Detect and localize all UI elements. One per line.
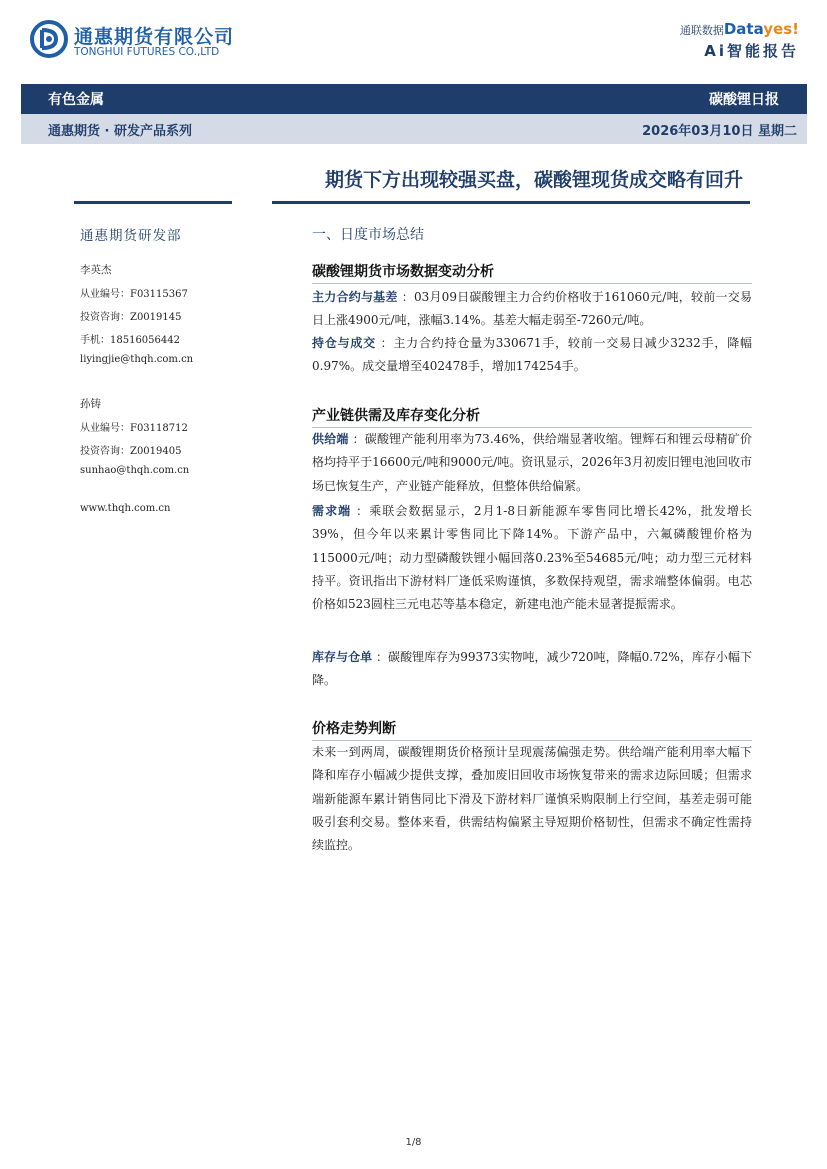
ai-report-label: Ai智能报告 (704, 42, 799, 60)
analyst-cert: 从业编号：F03115367 (80, 289, 188, 300)
paragraph (312, 428, 752, 498)
analyst-phone: 手机：18516056442 (80, 335, 180, 346)
paragraph-text: ：主力合约持仓量为330671手，较前一交易日减少3232手，降幅0.97%。成交量增至402478手，增加174254手。 (312, 336, 752, 374)
paragraph-text: 未来一到两周，碳酸锂期货价格预计呈现震荡偏强走势。供给端产能利用率大幅下降和库存小幅减少提供支撑，叠加废旧回收市场恢复带来的需求边际回暖；但需求端新能源车累计销售同比下滑及下游材料厂谨慎采购限制上行空间，基差走弱可能吸引套利交易。整体来看，供需结构偏紧主导短期价格韧性，但需求不确定性需持续监控。 (312, 745, 752, 853)
company-name-cn: 通惠期货有限公司 (74, 26, 235, 48)
analyst-cert: 从业编号：F03118712 (80, 423, 188, 434)
section-heading: 一、日度市场总结 (312, 227, 424, 243)
company-logo-icon (30, 20, 68, 58)
series-label: 通惠期货 · 研发产品系列 (48, 124, 192, 139)
analyst-name: 孙铸 (80, 398, 101, 410)
paragraph-label: 持仓与成交 (312, 336, 376, 350)
analyst-consult: 投资咨询：Z0019145 (80, 312, 182, 323)
partner-logo (680, 20, 799, 38)
partner-brand-data: Data (723, 20, 764, 38)
partner-prefix: 通联数据 (679, 24, 724, 37)
analyst-consult: 投资咨询：Z0019405 (80, 446, 182, 457)
block-rule (312, 283, 752, 284)
title-rule-right (272, 201, 750, 204)
paragraph-label: 库存与仓单 (312, 650, 373, 664)
company-name-en: TONGHUI FUTURES CO.,LTD (74, 46, 220, 58)
paragraph-label: 需求端 (312, 504, 352, 518)
report-title: 期货下方出现较强买盘，碳酸锂现货成交略有回升 (324, 169, 743, 191)
paragraph-text: ：03月09日碳酸锂主力合约价格收于161060元/吨，较前一交易日上涨4900元/吨，涨幅3.14%。基差大幅走弱至-7260元/吨。 (312, 290, 752, 328)
website-link[interactable]: www.thqh.com.cn (80, 503, 171, 514)
category-label: 有色金属 (48, 92, 104, 108)
sidebar-dept: 通惠期货研发部 (80, 228, 182, 244)
analyst-name: 李英杰 (80, 264, 112, 276)
paragraph (312, 332, 752, 379)
report-type-label: 碳酸锂日报 (709, 92, 779, 108)
analyst-email[interactable]: liyingjie@thqh.com.cn (80, 354, 194, 365)
report-date: 2026年03月10日 星期二 (642, 124, 797, 139)
paragraph (312, 500, 752, 616)
paragraph (312, 741, 752, 857)
category-bar (21, 84, 807, 114)
page-number: 1/8 (405, 1137, 422, 1148)
block-heading: 碳酸锂期货市场数据变动分析 (312, 264, 494, 280)
block-heading: 价格走势判断 (312, 721, 396, 737)
paragraph (312, 286, 752, 333)
block-heading: 产业链供需及库存变化分析 (312, 408, 480, 424)
paragraph-text: ：碳酸锂产能利用率为73.46%，供给端显著收缩。锂辉石和锂云母精矿价格均持平于16600元/吨和9000元/吨。资讯显示，2026年3月初废旧锂电池回收市场已恢复生产，产业链产能释放，但整体供给偏紧。 (312, 432, 752, 493)
paragraph-label: 主力合约与基差 (312, 290, 398, 304)
paragraph-label: 供给端 (312, 432, 349, 446)
title-rule-left (74, 201, 232, 204)
paragraph-text: ：碳酸锂库存为99373实物吨，减少720吨，降幅0.72%，库存小幅下降。 (312, 650, 752, 688)
analyst-email[interactable]: sunhao@thqh.com.cn (80, 465, 190, 476)
paragraph (312, 646, 752, 693)
partner-brand-yes: yes! (763, 20, 799, 38)
paragraph-text: ：乘联会数据显示，2月1-8日新能源车零售同比增长42%，批发增长39%，但今年以来累计零售同比下降14%。下游产品中，六氟磷酸锂价格为115000元/吨；动力型磷酸铁锂小幅回落0.23%至54685元/吨；动力型三元材料持平。资讯指出下游材料厂逢低采购谨慎，多数保持观望，需求端整体偏弱。电芯价格如523圆柱三元电芯等基本稳定，新建电池产能未显著提振需求。 (312, 504, 752, 612)
